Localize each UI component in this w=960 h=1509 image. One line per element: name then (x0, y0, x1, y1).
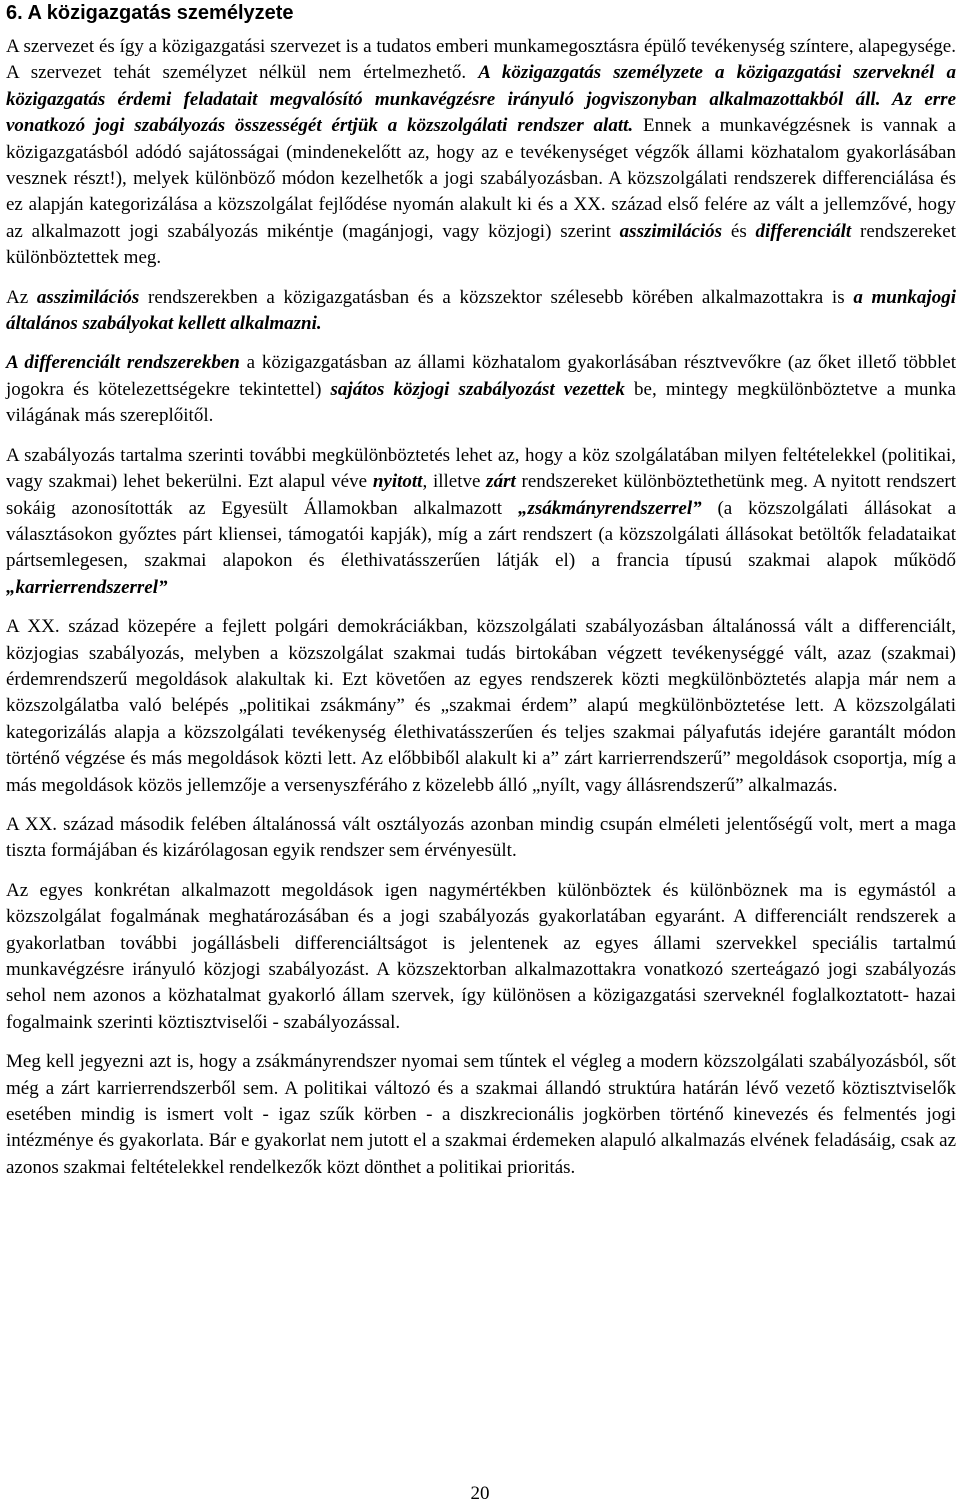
section-heading: 6. A közigazgatás személyzete (6, 2, 294, 24)
paragraph-1 (6, 34, 956, 272)
p2-term-assimilation: asszimilációs (36, 286, 140, 308)
p4-text-2: , illetve (422, 471, 487, 493)
p1-text-4: rendszereket különböztettek meg. (6, 220, 956, 269)
p1-text-2: Ennek a munkavégzésnek is vannak a közigazgatásból adódó sajátosságai (mindenekelőtt az, hogy az e tevékenységet végzők állami közhatalom gyakorlásában vesznek részt!), melyek különböző módon kezelhetők a jogi szabályozásban. A közszolgálati rendszerek differenciálása és ez alapján kategorizálása a közszolgálat fejlődése nyomán alakult ki és a XX. század első felére az vált a jellemzővé, hogy az alkalmazott jogi szabályozás mikéntje (magánjogi, vagy közjogi) szerint (6, 115, 956, 242)
p4-term-closed: zárt (486, 471, 516, 493)
p4-text-4: (a közszolgálati állásokat a választásokon győztes párt kliensei, támogatói kapják), míg a zárt rendszert (a közszolgálati állásokat betöltők feladataikat pártsemlegesen, szakmai alapokon és élethivatásszerűen látják el) a francia típusú szakmai alapok működő (6, 497, 956, 572)
p3-emphasis: sajátos közjogi szabályozást vezettek (330, 378, 625, 400)
p4-term-career-system: „karrierrendszerrel” (6, 576, 168, 598)
paragraph-7: Az egyes konkrétan alkalmazott megoldások igen nagymértékben különböztek és különböznek ma is egymástól a közszolgálat fogalmának meghatározásában és a jogi szabályozás gyakorlatában egyaránt. A differenciált rendszerek a gyakorlatban további jogállásbeli differenciáltságot is jelentenek az egyes állami szervekkel speciális tartalmú munkavégzésre irányuló közjogi szabályozást. A közszektorban alkalmazottakra vonatkozó szerteágazó jogi szabályozás sehol nem azonos a közhatalmat gyakorló állam szervek, így különösen a közigazgatási szerveknél foglalkoztatott- hazai fogalmaink szerinti köztisztviselői - szabályozással. (6, 879, 956, 1033)
p2-emphasis: a munkajogi általános szabályokat kellett alkalmazni. (6, 286, 956, 335)
p2-text-2: rendszerekben a közigazgatásban és a közszektor szélesebb körében alkalmazottakra is (139, 286, 854, 308)
p4-text-3: rendszereket különböztethetünk meg. A nyitott rendszert sokáig azonosították az Egyesült Államokban alkalmazott (6, 471, 956, 519)
p4-text-1: A szabályozás tartalma szerinti további megkülönböztetés lehet az, hogy a köz szolgálatában milyen feltételekkel (politikai, vagy szakmai) lehet bekerülni. Ezt alapul véve (6, 444, 956, 493)
p1-text-1: A szervezet és így a közigazgatási szervezet is a tudatos emberi munkamegosztásra épülő tevékenység színtere, alapegysége. A szervezet tehát személyzet nélkül nem értelmezhető. (6, 36, 956, 84)
paragraph-4 (6, 443, 956, 601)
p1-emphasis-definition: A közigazgatás személyzete a közigazgatási szerveknél a közigazgatás érdemi feladatait megvalósító munkavégzésre irányuló jogviszonyban alkalmazottakból áll. Az erre vonatkozó jogi szabályozás összességét értjük a közszolgálati rendszer alatt. (6, 62, 957, 137)
p2-text-1: Az (6, 286, 37, 308)
p1-text-3: és (722, 220, 756, 242)
page-number: 20 (470, 1483, 490, 1504)
paragraph-3 (6, 350, 956, 429)
p3-text-2: be, mintegy megkülönböztetve a munka világának más szereplőitől. (6, 378, 956, 427)
p4-term-open: nyitott (372, 471, 423, 493)
paragraph-5: A XX. század közepére a fejlett polgári demokráciákban, közszolgálati szabályozásban általánossá vált a differenciált, közjogias szabályozás, melyben a közszolgálat szakmai tudás birtokában végzett tevékenységgé vált, azaz (szakmai) érdemrendszerű megoldások alakultak ki. Ezt követően az egyes rendszerek közti megkülönböztetés alapja már nem a közszolgálatba való belépés „politikai zsákmány” és „szakmai érdem” alapú megkülönböztetése lett. A közszolgálati kategorizálás alapja a közszolgálati tevékenység élethivatásszerűen és teljes szakmai pályafutás idejére garantált módon történő végzése és más megoldások közti lett. Az előbbiből alakult ki a” zárt karrierrendszerű” megoldások csoportja, míg a más megoldások közös jellemzője a versenyszféráho z közelebb álló „nyílt, vagy állásrendszerű” alkalmazás. (6, 616, 956, 796)
paragraph-6: A XX. század második felében általánossá vált osztályozás azonban mindig csupán elméleti jelentőségű volt, mert a maga tiszta formájában és kizárólagosan egyik rendszer sem érvényesült. (6, 813, 956, 862)
paragraph-2 (6, 285, 956, 338)
p1-term-assimilation: asszimilációs (619, 220, 723, 242)
p1-term-differentiated: differenciált (755, 220, 852, 242)
p3-text-1: a közigazgatásban az állami közhatalom gyakorlásában résztvevőkre (az őket illető többlet jogokra és kötelezettségekre tekintettel) (6, 352, 956, 400)
p3-term-differentiated: A differenciált rendszerekben (6, 352, 240, 374)
p4-term-spoils-system: „zsákmányrendszerrel” (517, 497, 702, 519)
paragraph-8: Meg kell jegyezni azt is, hogy a zsákmányrendszer nyomai sem tűntek el végleg a modern közszolgálati szabályozásból, sőt még a zárt karrierrendszerből sem. A politikai változó és a szakmai állandó struktúra határán lévő vezető köztisztviselők esetében mindig is ismert volt - igaz szűk körben - a diszkrecionális jogkörben történő kinevezés és felmentés jogi intézménye és gyakorlata. Bár e gyakorlat nem jutott el a szakmai érdemeken alapuló alkalmazás elvének feladásáig, csak az azonos szakmai feltételekkel rendelkezők közt dönthet a politikai prioritás. (6, 1051, 956, 1178)
